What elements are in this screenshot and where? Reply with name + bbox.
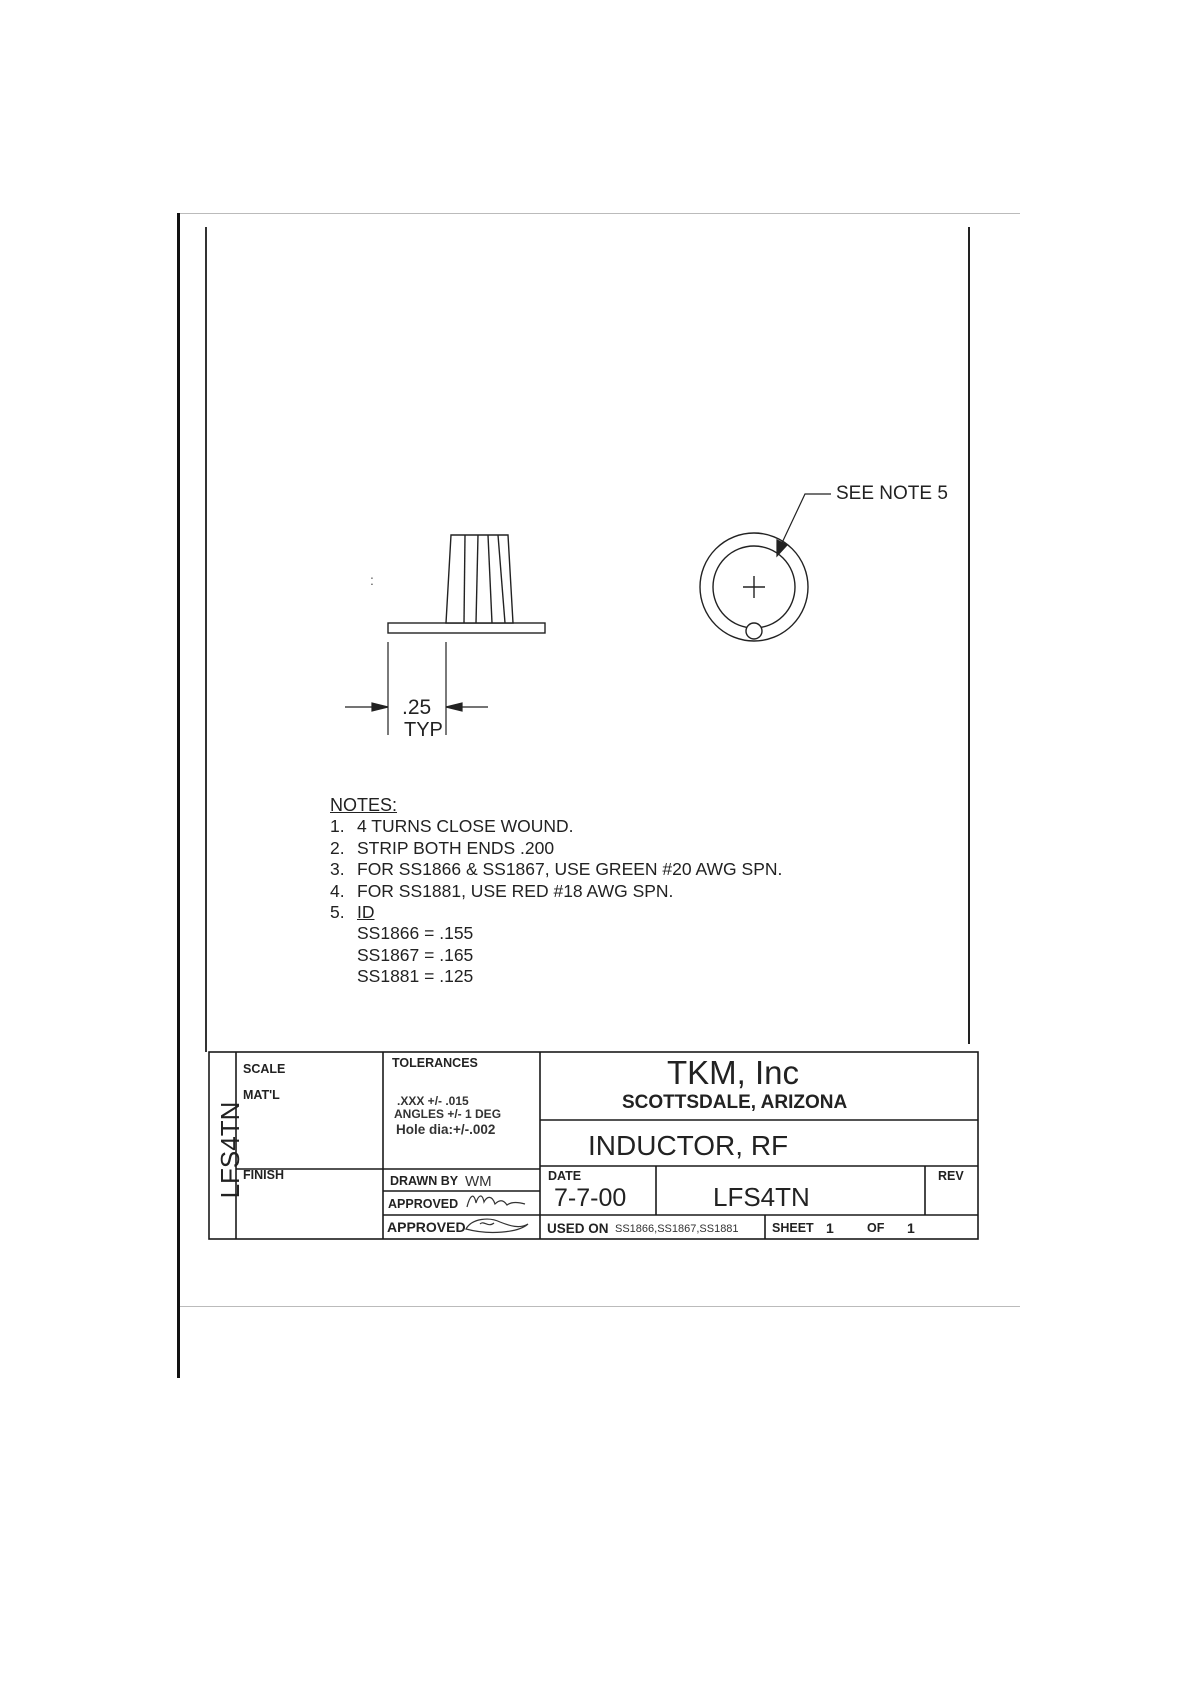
rev-label: REV	[938, 1169, 964, 1183]
tolerance-line: Hole dia:+/-.002	[396, 1122, 496, 1137]
sheet-label: SHEET	[772, 1221, 814, 1235]
sheet-total: 1	[907, 1220, 915, 1236]
drawn-by-label: DRAWN BY	[390, 1174, 459, 1188]
approved-label-2: APPROVED	[387, 1219, 466, 1235]
part-title: INDUCTOR, RF	[588, 1130, 789, 1161]
id-value: SS1881 = .125	[357, 966, 474, 987]
note-item: 5. ID	[330, 902, 375, 923]
sheet-number: 1	[826, 1220, 834, 1236]
material-label: MAT'L	[243, 1088, 280, 1102]
date-label: DATE	[548, 1169, 582, 1183]
used-on-label: USED ON	[547, 1221, 609, 1236]
tolerances-label: TOLERANCES	[392, 1056, 478, 1070]
note-item: 4. FOR SS1881, USE RED #18 AWG SPN.	[330, 880, 674, 901]
finish-label: FINISH	[243, 1168, 284, 1182]
date-value: 7-7-00	[554, 1184, 627, 1212]
drawn-by-value: WM	[465, 1173, 492, 1190]
used-on-value: SS1866,SS1867,SS1881	[615, 1223, 739, 1235]
tolerance-line: ANGLES +/- 1 DEG	[394, 1107, 502, 1121]
company-location: SCOTTSDALE, ARIZONA	[622, 1092, 848, 1113]
scale-label: SCALE	[243, 1062, 286, 1076]
note-item: 2. STRIP BOTH ENDS .200	[330, 837, 555, 858]
see-note-callout: SEE NOTE 5	[836, 483, 948, 504]
dimension-suffix: TYP	[404, 719, 443, 741]
part-number: LFS4TN	[713, 1182, 810, 1212]
of-label: OF	[867, 1221, 885, 1235]
dimension-value: .25	[402, 696, 432, 719]
notes-heading: NOTES:	[330, 795, 398, 815]
tolerance-line: .XXX +/- .015	[397, 1094, 469, 1108]
svg-text::: :	[370, 572, 374, 588]
part-side-label: LFS4TN	[215, 1101, 245, 1199]
id-value: SS1866 = .155	[357, 923, 474, 944]
approved-label-1: APPROVED	[388, 1197, 459, 1211]
id-value: SS1867 = .165	[357, 944, 474, 965]
company-name: TKM, Inc	[667, 1054, 800, 1091]
note-item: 1. 4 TURNS CLOSE WOUND.	[330, 816, 574, 837]
note-item: 3. FOR SS1866 & SS1867, USE GREEN #20 AWG SPN.	[330, 859, 783, 880]
signature-approved-2	[466, 1219, 528, 1232]
signature-approved-1	[467, 1196, 525, 1207]
